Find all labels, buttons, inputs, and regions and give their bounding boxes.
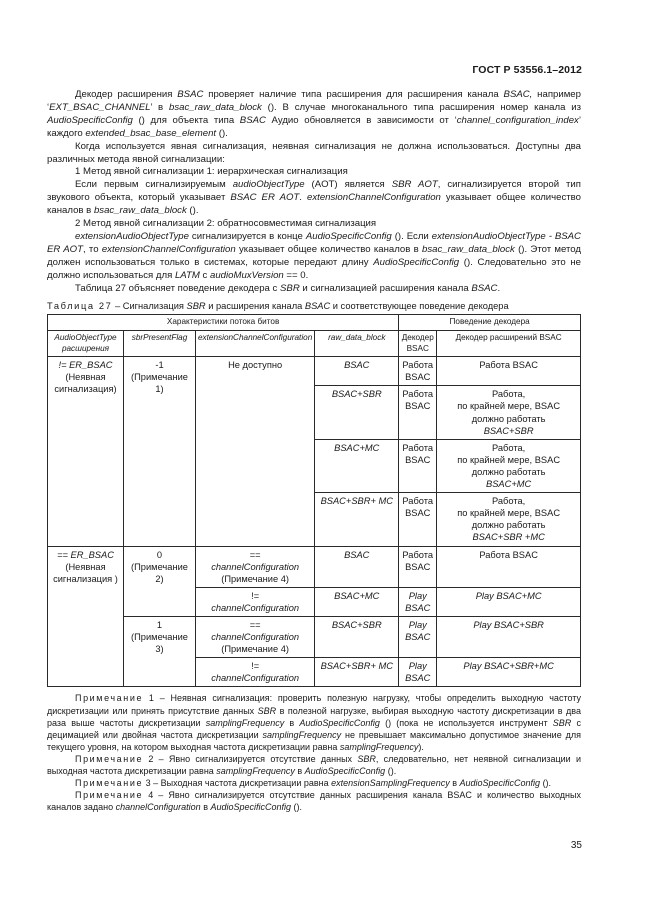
paragraph-6 [47,231,581,283]
text: BSAC [177,89,204,100]
text: SBR [280,282,300,294]
text: сигнализируется в конце [188,230,306,242]
text: и соответствующее поведение декодера [330,300,509,311]
cell-raw-block: BSAC+MC [315,587,399,616]
cell-ext-config [196,616,315,657]
cell-raw-block: BSAC+SBR [315,386,399,439]
text: (). В случае многоканального типа расширения номер канала из [261,101,581,113]
text: AudioSpecificConfig [299,717,380,728]
text: audioObjectType [232,179,305,191]
text: extensionAudioObjectType [75,230,189,242]
text: (Примечание 2) [131,561,188,584]
text: (). [385,766,397,776]
text: channel_configuration_index [456,114,579,126]
table-caption [47,300,581,313]
cell-raw-block: BSAC+SBR [315,616,399,657]
page-number: 35 [570,840,582,851]
cell-ext-decoder: Play BSAC+SBR [437,616,581,657]
text: Аудио обновляется в зависимости от ‘ [265,114,457,126]
cell-ext-config [196,658,315,687]
text: bsac_raw_data_block [169,101,262,113]
text: samplingFrequency [216,766,295,776]
table-row [48,616,581,657]
page-content [47,89,581,813]
cell-bsac-decoder: Play BSAC [399,587,437,616]
text: channelConfiguration [211,561,300,572]
text: указывает общее количество каналов в [235,243,422,255]
group-header-decoder: Поведение декодера [399,315,581,331]
text: проверяет наличие типа расширения для расширения канала [203,89,504,100]
text: . [497,282,501,294]
cell-sbr-flag [124,357,196,546]
note-3 [47,777,581,789]
text: например ‘ [47,89,581,113]
text: () (пока не используется инструмент [379,717,553,728]
cell-ext-decoder [437,439,581,492]
col-header-raw-block: raw_data_block [315,331,399,357]
text: 2 – Явно сигнализируется отсутствие данных [143,753,358,764]
cell-ext-decoder: Play BSAC+MC [437,587,581,616]
cell-bsac-decoder: Работа BSAC [399,546,437,587]
col-header-ext-config: extensionChannelConfiguration [196,331,315,357]
cell-ext-decoder: Работа BSAC [437,357,581,386]
text: (Примечание 4) [221,573,289,584]
text: ’ в [150,101,169,113]
text: указывает общее количество каналов в [47,192,582,217]
text: и сигнализацией расширения канала [299,282,472,294]
cell-ext-decoder: Play BSAC+SBR+MC [437,658,581,687]
caption-label: Таблица 27 [47,300,113,311]
text: samplingFrequency [205,717,285,728]
text: (). [291,802,303,813]
text: должно работать [471,413,546,424]
text: != [251,590,260,601]
text: -1 [155,360,164,371]
text: AudioSpecificConfig [373,256,460,268]
col-header-aot: AudioObjectType расширения [48,331,124,357]
text: (). [186,205,199,217]
paragraph-3: 1 Метод явной сигнализации 1: иерархическая сигнализация [75,166,348,178]
text: Таблица 27 объясняет поведение декодера с [75,282,281,294]
cell-bsac-decoder: Play BSAC [399,658,437,687]
paragraph-2: Когда используется явная сигнализация, неявная сигнализация не должна использоваться. Доступны два различных метода явной сигнализации: [47,140,581,165]
text: . [299,192,308,204]
note-label: Примечание [75,790,144,801]
text: AudioSpecificConfig [459,778,541,789]
cell-ext-config [196,587,315,616]
text: AudioSpecificConfig [304,766,386,776]
text: должно работать [471,520,546,531]
text: AudioSpecificConfig [210,802,292,813]
text: не превышает максимально допустимое значение для текущего уровня, на котором выходная частота дискретизации равна [47,729,582,752]
cell-ext-decoder [437,386,581,439]
table-row [48,546,581,587]
text: samplingFrequency [339,741,419,752]
standard-header: ГОСТ Р 53556.1–2012 [472,64,582,76]
text: Работа, [491,442,526,453]
text: BSAC+MC [486,479,532,490]
text: == ER_BSAC [57,549,114,560]
text: extensionSamplingFrequency [331,778,450,789]
text: == 0. [283,269,309,281]
text: != [251,661,260,672]
cell-ext-decoder [437,493,581,546]
cell-aot [48,546,124,687]
text: channelConfiguration [115,802,201,813]
paragraph-1 [47,89,581,141]
table-27 [47,314,581,687]
text: extensionChannelConfiguration [307,192,441,204]
text: AudioSpecificConfig [305,230,392,242]
cell-bsac-decoder: Play BSAC [399,616,437,657]
text: в полезной нагрузке, выбирая выходную частоту дискретизации в два раза выше частоты дискретизации [47,705,581,728]
note-label: Примечание [75,693,144,704]
table-group-header-row [48,315,581,331]
text: должно работать [471,466,546,477]
cell-raw-block: BSAC [315,357,399,386]
text: == [249,549,261,560]
text: (Примечание 3) [131,632,188,655]
text: BSAC+SBR +MC [472,532,545,543]
col-header-sbr-flag: sbrPresentFlag [124,331,196,357]
note-label: Примечание [75,753,144,764]
text: Декодер BSAC [401,333,434,353]
text: bsac_raw_data_block [93,205,187,217]
text: по крайней мере, BSAC [457,401,561,412]
cell-raw-block: BSAC+SBR+ MC [315,658,399,687]
text: – Сигнализация [112,300,187,311]
text: audioMuxVersion [209,269,284,281]
note-4 [47,789,581,813]
text: samplingFrequency [262,729,342,740]
cell-sbr-flag [124,616,196,686]
text: != ER_BSAC [58,360,113,371]
text: и расширения канала [205,300,305,311]
text: по крайней мере, BSAC [457,454,561,465]
text: (). Этот метод должен использоваться только в системах, которые передают длину [47,243,582,268]
text: (). Если [391,230,432,242]
cell-raw-block: BSAC [315,546,399,587]
text: SBR AOT [391,179,438,191]
text: по крайней мере, BSAC [457,508,561,519]
text: extensionChannelConfiguration [101,243,236,255]
text: (Примечание 4) [221,644,289,655]
text: 1 [156,619,163,630]
text: (Неявная сигнализация) [54,372,117,395]
text: в [200,802,211,813]
text: == [249,619,261,630]
text: ’ каждого [47,114,581,139]
paragraph-7 [47,283,581,296]
text: Работа, [491,496,526,507]
text: AudioSpecificConfig [47,114,133,126]
text: Работа, [491,389,526,400]
table-notes [47,692,581,813]
text: с децимацией или двойная частота дискретизации [47,717,581,740]
cell-aot [48,357,124,546]
text: 4 – Явно сигнализируется отсутствие данных расширения канала BSAC и количество выходных каналов задано [47,790,581,813]
text: , следовательно, нет неявной сигнализации и выходная частота дискретизации равна [47,753,581,776]
text: channelConfiguration [211,673,300,684]
text: (). Следовательно это не должно использоваться для [47,256,581,281]
text: в [449,778,460,789]
text: (Примечание 1) [131,372,188,395]
text: 0 [156,549,163,560]
note-label: Примечание [75,778,144,789]
text: LATM [174,269,200,281]
text: , то [82,243,102,255]
text: BSAC [239,114,266,126]
text: с [199,269,210,281]
cell-bsac-decoder: Работа BSAC [399,493,437,546]
text: SBR [257,705,277,716]
cell-raw-block: BSAC+MC [315,439,399,492]
text: EXT_BSAC_CHANNEL [49,101,151,113]
text: 1 – Неявная сигнализация: проверить полезную нагрузку, чтобы определить выходную частоту дискретизации или принять присутствие данных [47,693,581,716]
text: () для объекта типа [132,114,240,126]
text: channelConfiguration [211,602,300,613]
text: channelConfiguration [211,632,300,643]
col-header-bsac-decoder [399,331,437,357]
cell-raw-block: BSAC+SBR+ MC [315,493,399,546]
cell-sbr-flag [124,546,196,616]
cell-bsac-decoder: Работа BSAC [399,357,437,386]
cell-ext-config: Не доступно [196,357,315,546]
text: Декодер расширения [75,89,178,100]
text: , сигнализируется второй тип звукового объекта, который указывает [47,179,581,204]
table-header-row [48,331,581,357]
col-header-ext-decoder: Декодер расширений BSAC [437,331,581,357]
text: (). [540,778,552,789]
text: (Неявная сигнализация ) [53,561,118,584]
text: extended_bsac_base_element [85,127,217,139]
text: BSAC [471,282,498,294]
table-row [48,357,581,386]
paragraph-5: 2 Метод явной сигнализации 2: обратносовместимая сигнализация [75,218,377,230]
text: BSAC+SBR [483,425,534,436]
text: 3 – Выходная частота дискретизации равна [143,778,332,789]
text: extensionAudioObjectType - BSAC ER AOT [47,230,581,255]
text: Если первым сигнализируемым [75,179,233,191]
paragraph-4 [47,179,581,218]
note-1 [47,692,581,752]
text: ). [418,741,424,752]
text: (). [216,127,228,139]
cell-bsac-decoder: Работа BSAC [399,439,437,492]
text: BSAC [304,300,331,311]
text: в [284,717,300,728]
cell-ext-decoder: Работа BSAC [437,546,581,587]
text: в [294,766,305,776]
note-2 [47,753,581,777]
text: SBR [357,753,376,764]
text: bsac_raw_data_block [422,243,515,255]
cell-ext-config [196,546,315,587]
text: SBR [552,717,572,728]
group-header-bitstream: Характеристики потока битов [48,315,399,331]
text: (AOT) является [304,179,392,191]
text: BSAC, [503,89,533,100]
text: BSAC ER AOT [230,192,300,204]
cell-bsac-decoder: Работа BSAC [399,386,437,439]
text: SBR [186,300,206,311]
